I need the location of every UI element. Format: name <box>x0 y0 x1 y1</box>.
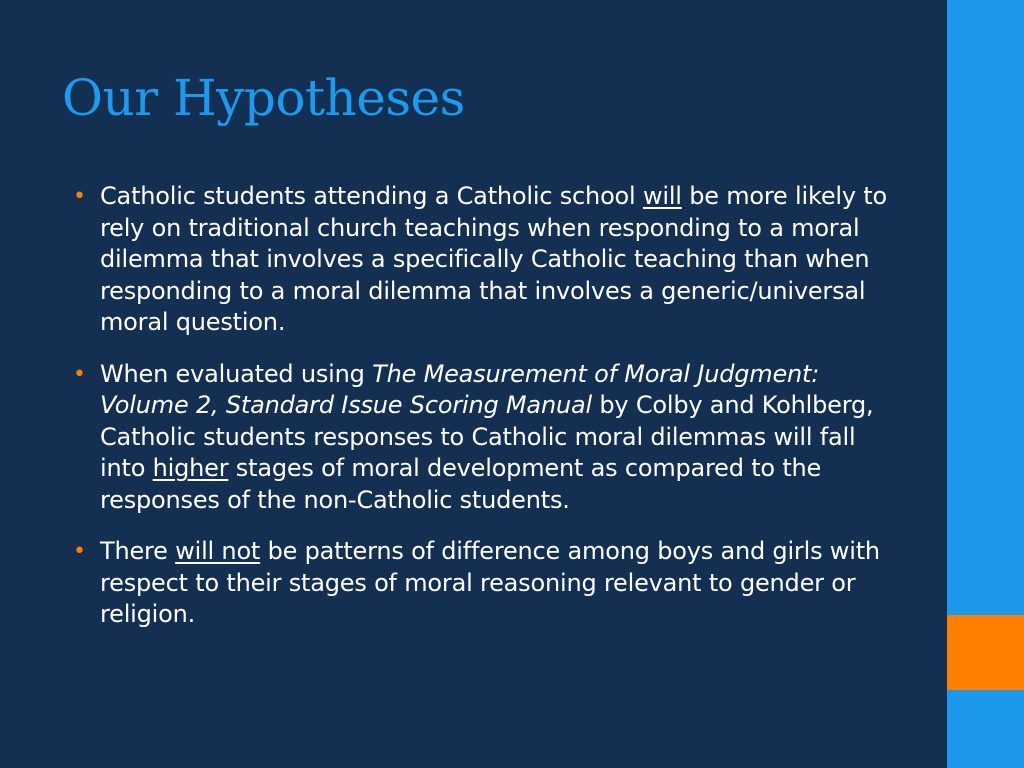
bullet-2-text-start: When evaluated using <box>100 359 373 388</box>
bullet-item-1 <box>73 181 900 339</box>
bullet-list <box>73 181 900 631</box>
bullet-marker-icon: • <box>73 184 86 209</box>
bullet-1-underlined-will: will <box>642 182 682 210</box>
bullet-2-book-title: The Measurement of Moral Judgment: Volume 2, Standard Issue Scoring Manual <box>100 359 820 419</box>
side-decoration-accent <box>947 615 1024 690</box>
bullet-3-text-start: There <box>100 537 176 565</box>
bullet-3-underlined-will-not: will not <box>175 537 261 565</box>
slide-title: Our Hypotheses <box>62 69 465 127</box>
bullet-marker-icon: • <box>73 539 86 564</box>
bullet-item-2 <box>73 359 900 517</box>
bullet-1-text-end: be more likely to rely on traditional church teachings when responding to a moral dilemma that involves a specifically Catholic teaching than when responding to a moral dilemma that involves a generic/universal moral question. <box>100 182 887 336</box>
bullet-2-underlined-higher: higher <box>152 454 229 482</box>
bullet-item-3 <box>73 536 900 631</box>
bullet-3-text-end: be patterns of difference among boys and girls with respect to their stages of moral reasoning relevant to gender or religion. <box>100 537 880 628</box>
bullet-marker-icon: • <box>73 361 86 387</box>
bullet-2-text-middle: by Colby and Kohlberg, Catholic students responses to Catholic moral dilemmas will fall into <box>100 391 874 482</box>
bullet-1-text-start: Catholic students attending a Catholic school <box>100 182 643 210</box>
bullet-2-text-end: stages of moral development as compared to the responses of the non-Catholic students. <box>100 454 822 514</box>
